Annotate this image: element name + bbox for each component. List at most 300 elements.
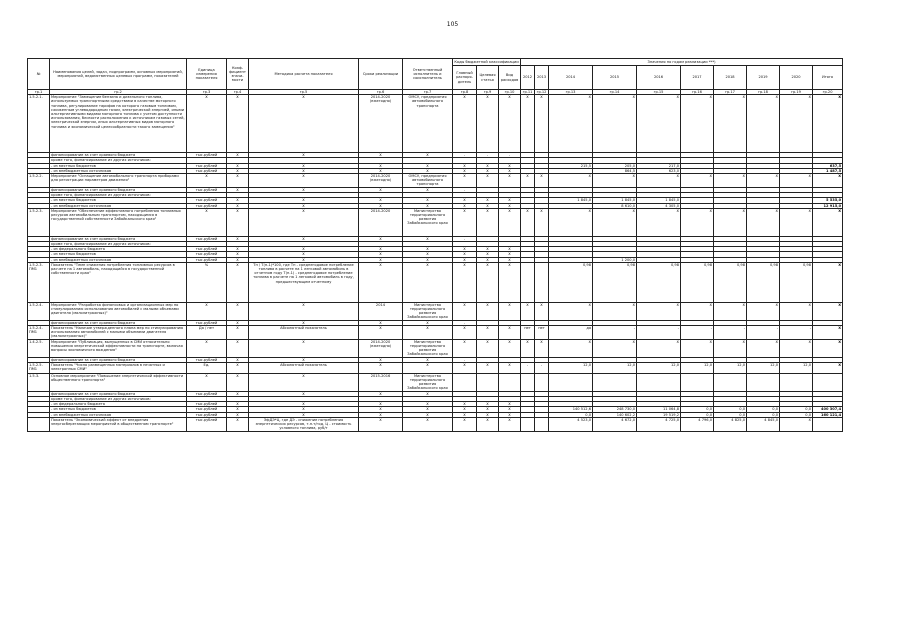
cell-coef: X [227,168,249,173]
cell-y13: X [535,95,549,153]
cell-total: 400 307,4 [813,407,843,412]
cell-gr: X [453,252,477,257]
cell-coef: X [227,362,249,373]
cell-y17: 0,98 [681,262,714,302]
cell-cs: X [477,402,499,407]
cell-vr: X [499,247,521,252]
cell-gr: - [453,188,477,193]
cell-unit: X [187,174,227,188]
cell-resp: X [403,325,453,339]
column-number: гр.14 [593,90,637,95]
cell-y19: X [747,302,780,320]
cell-resp: X [403,407,453,412]
cell-gr: X [453,402,477,407]
cell-name: - из внебюджетных источников [50,412,187,417]
cell-y14: 215,5 [549,163,593,168]
cell-name: - из федерального бюджета [50,402,187,407]
cell-no: 1.5.3. [28,373,50,391]
cell-cs: X [477,339,499,357]
cell-resp: X [403,247,453,252]
cell-y14 [549,373,593,391]
cell-total: 5 535,0 [813,198,843,203]
cell-y19: 4 845,0 [747,417,780,431]
cell-method: X [249,198,359,203]
cell-cs: X [477,208,499,236]
cell-y16: - [637,325,681,339]
cell-vr: X [499,325,521,339]
cell-name: - из местных бюджетов [50,198,187,203]
cell-y16: X [637,95,681,153]
cell-method: X [249,168,359,173]
cell-resp: X [403,188,453,193]
cell-name: - из местных бюджетов [50,407,187,412]
cell-y18: X [714,174,747,188]
cell-y18: 0,0 [714,412,747,417]
cell-term: X [359,320,403,325]
cell-y15: 864,5 [593,168,637,173]
cell-gr: X [453,325,477,339]
cell-term: X [359,252,403,257]
cell-y15: - [593,325,637,339]
header-unit: Единица измерения показателя [187,59,227,90]
cell-coef: X [227,208,249,236]
cell-name: - из внебюджетных источников [50,257,187,262]
cell-method: X [249,339,359,357]
table-row [28,302,843,320]
cell-gr: X [453,174,477,188]
header-gr: Главный распоря-дитель [453,66,477,90]
cell-term: 2014 [359,302,403,320]
cell-term: X [359,236,403,241]
header-coef: Коэф-фициент значи-мости [227,59,249,90]
cell-unit: тыс.рублей [187,391,227,396]
cell-vr: X [499,198,521,203]
cell-coef: X [227,402,249,407]
cell-y14: X [549,208,593,236]
column-number: гр.4 [227,90,249,95]
cell-total: X [813,262,843,302]
cell-y19: 0,0 [747,407,780,412]
header-responsible: Ответственный исполнитель и соисполнитель [403,59,453,90]
cell-y17: - [681,325,714,339]
cell-resp: Министерство территориального развития Забайкальского края [403,339,453,357]
cell-no [28,417,50,431]
program-table [27,58,843,432]
header-2014: 2014 [549,66,593,90]
cell-y17: X [681,339,714,357]
cell-y12 [521,262,535,302]
cell-y14: 12,0 [549,362,593,373]
cell-total: 637,5 [813,163,843,168]
cell-name: финансирование за счет краевого бюджета [50,153,187,158]
cell-name: - из местных бюджетов [50,252,187,257]
cell-coef: X [227,412,249,417]
cell-gr [453,373,477,391]
table-body [28,95,843,431]
cell-gr: X [453,95,477,153]
cell-gr: X [453,407,477,412]
cell-vr: X [499,95,521,153]
cell-coef: X [227,95,249,153]
header-no: № [28,59,50,90]
table-row [28,174,843,188]
cell-method: Тп / Т(п-1)*100, где Тп - среднегодовое потребление топлива в расчете на 1 легковой автомобиль в отчетном году Т(п-1) - среднегодовое потребление топлива в расчете на 1 легковой автомобиль в году, предшествующем отчетному [249,262,359,302]
cell-y19 [747,373,780,391]
cell-y16: 4 305,0 [637,203,681,208]
cell-y14: X [549,339,593,357]
cell-no: 1.5.2.1. [28,95,50,153]
cell-y20: - [780,325,813,339]
cell-resp: X [403,357,453,362]
cell-y19: X [747,95,780,153]
cell-unit: тыс.рублей [187,407,227,412]
cell-unit: тыс.рублей [187,320,227,325]
cell-y20: X [780,174,813,188]
header-method: Методика расчета показателя [249,59,359,90]
cell-name: Основное мероприятие "Повышение энергетической эффективности общественного транспорта" [50,373,187,391]
cell-y15: X [593,95,637,153]
header-cs: Целевая статья [477,66,499,90]
cell-y14: X [549,302,593,320]
cell-total: 1 487,5 [813,168,843,173]
cell-unit: тыс.рублей [187,153,227,158]
cell-resp: X [403,198,453,203]
cell-y14: 0,0 [549,412,593,417]
cell-unit: тыс.рублей [187,236,227,241]
cell-resp: X [403,257,453,262]
cell-term: X [359,417,403,431]
cell-y13 [535,373,549,391]
header-2013: 2013 [535,66,549,90]
cell-method: X [249,163,359,168]
cell-coef: X [227,257,249,262]
cell-coef: X [227,247,249,252]
cell-vr: X [499,163,521,168]
table-row [28,373,843,391]
cell-method: X [249,402,359,407]
cell-unit: тыс.рублей [187,163,227,168]
cell-coef: X [227,320,249,325]
cell-term: X [359,362,403,373]
cell-term: 2014-2020 [359,208,403,236]
cell-y13: - [535,362,549,373]
cell-resp: X [403,236,453,241]
cell-y15: 8 610,0 [593,203,637,208]
header-vr: Вид расходов [499,66,521,90]
cell-y12: X [521,208,535,236]
column-number: гр.2 [50,90,187,95]
cell-gr: X [453,362,477,373]
cell-y20: 0,0 [780,407,813,412]
cell-unit: X [187,208,227,236]
column-number: гр.10 [499,90,521,95]
cell-y16: 12,0 [637,362,681,373]
cell-vr: X [499,339,521,357]
cell-unit: X [187,95,227,153]
cell-total: 160 121,4 [813,412,843,417]
cell-coef: X [227,203,249,208]
cell-term: X [359,402,403,407]
cell-y16: 19 519,2 [637,412,681,417]
cell-gr: - [453,153,477,158]
table-row [28,339,843,357]
cell-resp: X [403,412,453,417]
header-2017: 2017 [681,66,714,90]
cell-vr: X [499,407,521,412]
cell-term: X [359,168,403,173]
cell-method: X [249,208,359,236]
cell-method: X [249,247,359,252]
cell-y18: X [714,302,747,320]
cell-name: - из местных бюджетов [50,163,187,168]
cell-cs: X [477,247,499,252]
cell-vr: X [499,174,521,188]
cell-y16: X [637,208,681,236]
cell-vr: X [499,302,521,320]
cell-unit: Да / нет [187,325,227,339]
cell-cs [477,373,499,391]
column-number: гр.19 [780,90,813,95]
cell-unit: тыс.рублей [187,257,227,262]
cell-y18: 12,0 [714,362,747,373]
cell-coef: X [227,357,249,362]
cell-y18: 0,98 [714,262,747,302]
cell-vr: X [499,252,521,257]
cell-coef: X [227,174,249,188]
header-2018: 2018 [714,66,747,90]
cell-y16: X [637,174,681,188]
cell-coef: X [227,153,249,158]
cell-unit: тыс.рублей [187,247,227,252]
cell-total: X [813,325,843,339]
table-row [28,417,843,431]
cell-coef: X [227,236,249,241]
cell-y12: нет [521,325,535,339]
cell-y20: X [780,95,813,153]
cell-y14: X [549,95,593,153]
cell-coef: X [227,407,249,412]
cell-term: X [359,163,403,168]
cell-cs: X [477,417,499,431]
cell-name: Показатель "Экономический эффект от внедрения энергосберегающих мероприятий в общественном транспорте" [50,417,187,431]
cell-y20: 0,0 [780,412,813,417]
column-number: гр.16 [681,90,714,95]
cell-y18: - [714,325,747,339]
cell-y17: X [681,95,714,153]
table-row [28,95,843,153]
cell-term: X [359,153,403,158]
cell-resp: X [403,391,453,396]
header-2016: 2016 [637,66,681,90]
cell-method: X [249,257,359,262]
cell-gr: X [453,198,477,203]
cell-y16: 623,0 [637,168,681,173]
cell-method: ЭфДЭ*Ц, где ДЭ - снижение потребления энергетических ресурсов, т.н.т/год, Ц - стоимость условного топлива, руб/т [249,417,359,431]
cell-y16: X [637,302,681,320]
cell-resp: X [403,262,453,302]
cell-y16 [637,373,681,391]
column-number: гр.12 [535,90,549,95]
cell-y12: X [521,302,535,320]
cell-y14: 0,98 [549,262,593,302]
column-number: гр.18 [747,90,780,95]
cell-y17 [681,373,714,391]
cell-name: кроме того, финансирование из других источников: [50,158,187,163]
cell-cs: X [477,262,499,302]
cell-y15: 205,0 [593,163,637,168]
cell-name: Мероприятие "Оснащение автомобильного транспорта приборами для регистрации параметров движения" [50,174,187,188]
cell-unit: тыс.рублей [187,402,227,407]
cell-y18: 4 825,0 [714,417,747,431]
cell-y15: 0,98 [593,262,637,302]
cell-total [813,373,843,391]
cell-resp: X [403,163,453,168]
column-number: гр.9 [477,90,499,95]
header-2019: 2019 [747,66,780,90]
cell-unit: X [187,373,227,391]
cell-method: X [249,302,359,320]
cell-coef: X [227,198,249,203]
cell-term: X [359,357,403,362]
cell-coef: X [227,163,249,168]
cell-cs: X [477,302,499,320]
cell-y15: 1 200,0 [593,257,637,262]
cell-cs: X [477,163,499,168]
cell-y18 [714,373,747,391]
cell-method: X [249,391,359,396]
header-values: Значения по годам реализации ***) [521,59,843,66]
column-number: гр.7 [403,90,453,95]
cell-name: кроме того, финансирование из других источников: [50,397,187,402]
cell-vr: X [499,203,521,208]
cell-y12: X [521,339,535,357]
cell-y12 [521,373,535,391]
cell-cs: X [477,252,499,257]
cell-name: финансирование за счет краевого бюджета [50,320,187,325]
column-number: гр.17 [714,90,747,95]
cell-y12: X [521,95,535,153]
cell-total: X [813,362,843,373]
cell-vr: X [499,168,521,173]
cell-term: X [359,391,403,396]
cell-gr: - [453,320,477,325]
cell-method: X [249,203,359,208]
cell-term: X [359,262,403,302]
cell-y16: 0,98 [637,262,681,302]
cell-resp: X [403,417,453,431]
cell-coef: X [227,391,249,396]
cell-method: X [249,153,359,158]
cell-vr: X [499,257,521,262]
cell-coef: X [227,188,249,193]
cell-y16: 4 725,0 [637,417,681,431]
cell-y14: да [549,325,593,339]
cell-y16: 217,0 [637,163,681,168]
cell-term: 2014-2020 (ежегодно) [359,339,403,357]
cell-gr: X [453,257,477,262]
cell-no: 1.5.2.4. [28,302,50,320]
cell-y16: 1 845,0 [637,198,681,203]
cell-y17: X [681,174,714,188]
header-kbk: Коды бюджетной классификации [454,59,519,64]
cell-gr: - [453,236,477,241]
cell-resp: ОМСУ, предприятия автомобильного транспорта [403,174,453,188]
cell-name: финансирование за счет краевого бюджета [50,188,187,193]
cell-cs: X [477,407,499,412]
cell-resp: X [403,252,453,257]
cell-no: 1.5.2.2. [28,174,50,188]
cell-unit: тыс.рублей [187,357,227,362]
cell-no: 1.5.2.3. ПМ1 [28,262,50,302]
cell-coef: X [227,417,249,431]
cell-y18: X [714,95,747,153]
cell-unit: тыс.рублей [187,198,227,203]
cell-method: X [249,357,359,362]
cell-total [813,417,843,431]
cell-total: X [813,339,843,357]
cell-term: X [359,412,403,417]
cell-resp: Министерство территориального развития Забайкальского края [403,373,453,391]
cell-y19: - [747,325,780,339]
cell-y17: X [681,302,714,320]
header-name: Наименования целей, задач, подпрограмм, основных мероприятий, мероприятий, ведомственных целевых программ, показателей [50,59,187,90]
cell-cs: X [477,168,499,173]
cell-y17: X [681,208,714,236]
cell-y15: 140 602,2 [593,412,637,417]
cell-no: 1.5.2.3. [28,208,50,236]
cell-y12: - [521,362,535,373]
cell-gr: X [453,163,477,168]
cell-coef: X [227,302,249,320]
column-number: гр.20 [813,90,843,95]
cell-name: Показатель "Темп снижения потребления топливных ресурсов в расчете на 1 автомобиль, находящийся в государственной собственности края" [50,262,187,302]
cell-y18: X [714,208,747,236]
cell-name: Мероприятие "Публикация, выпущенных в СМИ относительно повышения энергетической эффективности на транспорте, включая вопросы экономичного вождения" [50,339,187,357]
cell-unit: X [187,302,227,320]
cell-gr: X [453,417,477,431]
cell-term: X [359,325,403,339]
cell-vr: X [499,362,521,373]
cell-gr: X [453,203,477,208]
cell-gr: X [453,262,477,302]
cell-y17: 0,0 [681,412,714,417]
cell-y20: X [780,302,813,320]
cell-resp: X [403,203,453,208]
cell-y18: 0,0 [714,407,747,412]
cell-cs: X [477,325,499,339]
cell-gr: - [453,357,477,362]
cell-y20: X [780,208,813,236]
header-2015: 2015 [593,66,637,90]
cell-term: X [359,247,403,252]
cell-vr: X [499,402,521,407]
cell-method: X [249,188,359,193]
cell-y20: X [780,417,813,431]
cell-y19: 0,98 [747,262,780,302]
cell-coef: X [227,373,249,391]
cell-unit: % [187,262,227,302]
cell-y14: 140 512,6 [549,407,593,412]
cell-unit: тыс.рублей [187,412,227,417]
cell-term: 2014-2020 (ежегодно) [359,95,403,153]
table-row [28,208,843,236]
cell-y13: нет [535,325,549,339]
cell-total: X [813,302,843,320]
cell-term: X [359,407,403,412]
cell-cs: X [477,362,499,373]
cell-y16: X [637,339,681,357]
cell-cs: X [477,257,499,262]
